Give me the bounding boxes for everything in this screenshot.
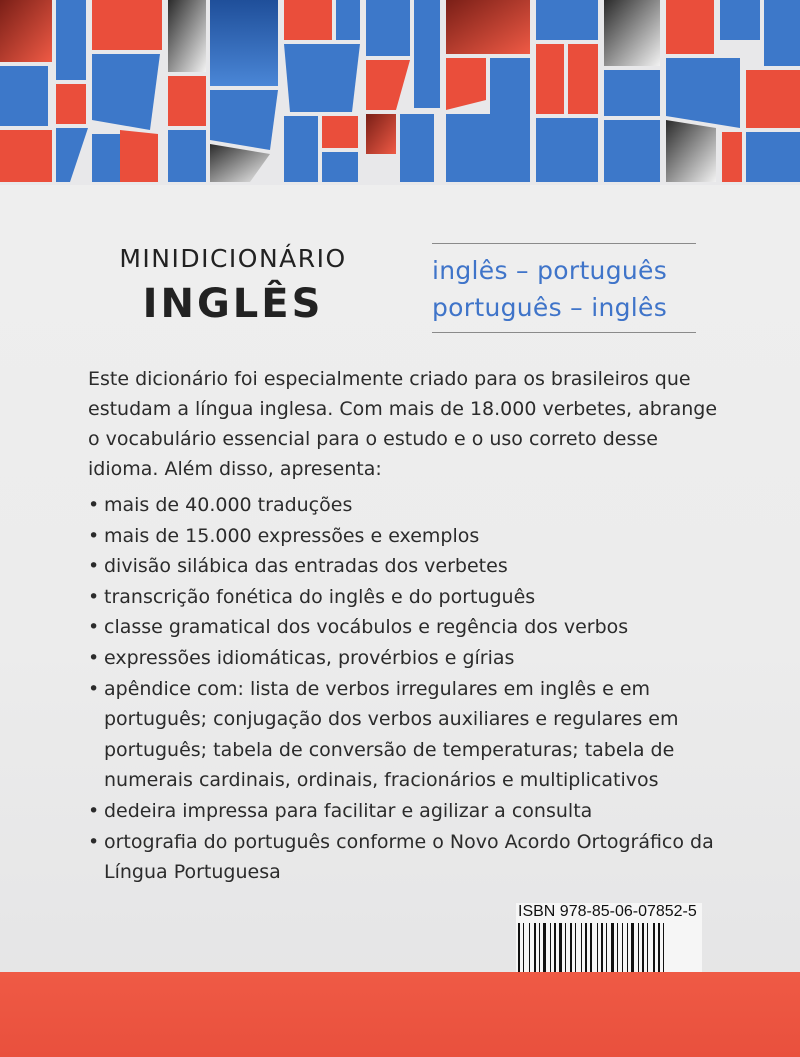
title-small: MINIDICIONÁRIO	[119, 244, 347, 273]
mosaic-tile	[722, 132, 742, 182]
intro-paragraph: Este dicionário foi especialmente criado para os brasileiros que estudam a língua inglesa. Com mais de 18.000 verbetes, abrange o vocabulário essencial para o estudo e o uso correto desse idioma. Além disso, apresenta:	[88, 368, 718, 480]
barcode-bar	[534, 923, 536, 975]
barcode-bar	[570, 923, 572, 975]
mosaic-tile	[536, 118, 598, 182]
barcode-bar	[523, 923, 524, 975]
mosaic-tile	[366, 114, 396, 154]
barcode-bar	[653, 923, 655, 975]
mosaic-tile	[666, 58, 740, 128]
list-item: • apêndice com: lista de verbos irregulares em inglês e em português; conjugação dos verbos auxiliares e regulares em português; tabela de conversão de temperaturas; tabela de numerais cardinais, ordinais, fracionários e multiplicativos	[88, 674, 728, 796]
barcode-bar	[601, 923, 603, 975]
mosaic-tile	[604, 120, 660, 182]
barcode-bar	[663, 923, 664, 975]
list-item: • dedeira impressa para facilitar e agilizar a consulta	[88, 796, 728, 827]
isbn-label: ISBN 978-85-06-07852-5	[518, 903, 697, 920]
mosaic-tile	[414, 0, 440, 108]
list-item: • classe gramatical dos vocábulos e regência dos verbos	[88, 612, 728, 643]
barcode-bar	[642, 923, 644, 975]
barcode-bar	[554, 923, 556, 975]
mosaic-tile	[336, 0, 360, 40]
mosaic-tile	[666, 120, 716, 182]
mosaic-pattern	[0, 0, 800, 185]
bottom-red-band	[0, 972, 800, 1057]
title-block	[88, 244, 378, 327]
mosaic-tile	[120, 130, 158, 182]
barcode-bar	[543, 923, 546, 975]
barcode-bar	[585, 923, 587, 975]
list-item: • expressões idiomáticas, provérbios e gírias	[88, 643, 728, 674]
mosaic-graphic	[0, 0, 800, 185]
barcode-bar	[559, 923, 562, 975]
barcode-bar	[647, 923, 648, 975]
barcode-bar	[638, 923, 639, 975]
mosaic-tile	[92, 54, 160, 130]
barcode-bar	[575, 923, 576, 975]
mosaic-tile	[604, 0, 660, 66]
mosaic-tile	[92, 0, 162, 50]
barcode-bar	[631, 923, 634, 975]
barcode-bar	[617, 923, 618, 975]
mosaic-tile	[446, 0, 530, 54]
barcode-bar	[611, 923, 614, 975]
barcode-bars	[516, 923, 702, 975]
mosaic-tile	[168, 130, 206, 182]
title-big: INGLÊS	[142, 281, 324, 327]
mosaic-tile	[322, 116, 358, 148]
mosaic-tile	[56, 0, 86, 80]
mosaic-tile	[666, 0, 714, 54]
mosaic-tile	[604, 70, 660, 116]
mosaic-tile	[746, 132, 800, 182]
barcode-bar	[565, 923, 566, 975]
mosaic-tile	[284, 0, 332, 40]
mosaic-tile	[720, 0, 760, 40]
barcode-bar	[622, 923, 623, 975]
barcode-bar	[627, 923, 628, 975]
mosaic-tile	[0, 0, 52, 62]
barcode-bar	[529, 923, 530, 975]
mosaic-tile	[284, 116, 318, 182]
mosaic-tile	[568, 44, 598, 114]
mosaic-tile	[366, 0, 410, 56]
language-pair	[432, 243, 696, 333]
barcode-lines	[518, 923, 664, 975]
mosaic-tile	[764, 0, 800, 66]
mosaic-tile	[0, 130, 52, 182]
list-item: • divisão silábica das entradas dos verbetes	[88, 551, 728, 582]
mosaic-tile	[536, 44, 564, 114]
barcode-bar	[581, 923, 582, 975]
mosaic-tile	[210, 0, 278, 86]
barcode-bar	[518, 923, 520, 975]
barcode-bar	[606, 923, 607, 975]
mosaic-tile	[56, 84, 86, 124]
barcode-bar	[590, 923, 592, 975]
barcode-bar	[539, 923, 540, 975]
language-line-2: português – inglês	[432, 293, 668, 322]
mosaic-tile	[168, 0, 206, 72]
list-item: • mais de 40.000 traduções	[88, 490, 728, 521]
list-item: • transcrição fonética do inglês e do português	[88, 582, 728, 613]
mosaic-tile	[490, 58, 530, 118]
mosaic-tile	[210, 90, 278, 150]
mosaic-tile	[284, 44, 360, 112]
mosaic-tile	[0, 66, 48, 126]
language-line-1: inglês – português	[432, 256, 668, 285]
list-item: • mais de 15.000 expressões e exemplos	[88, 521, 728, 552]
mosaic-tile	[400, 114, 434, 182]
mosaic-tile	[168, 76, 206, 126]
list-item: • ortografia do português conforme o Novo Acordo Ortográfico da Língua Portuguesa	[88, 827, 728, 888]
mosaic-tile	[322, 152, 358, 182]
mosaic-tile	[536, 0, 598, 40]
features-list	[88, 490, 728, 888]
mosaic-tile	[746, 70, 800, 128]
barcode-bar	[597, 923, 598, 975]
barcode	[516, 903, 702, 975]
barcode-bar	[550, 923, 551, 975]
mosaic-tile	[446, 114, 530, 182]
barcode-bar	[658, 923, 660, 975]
